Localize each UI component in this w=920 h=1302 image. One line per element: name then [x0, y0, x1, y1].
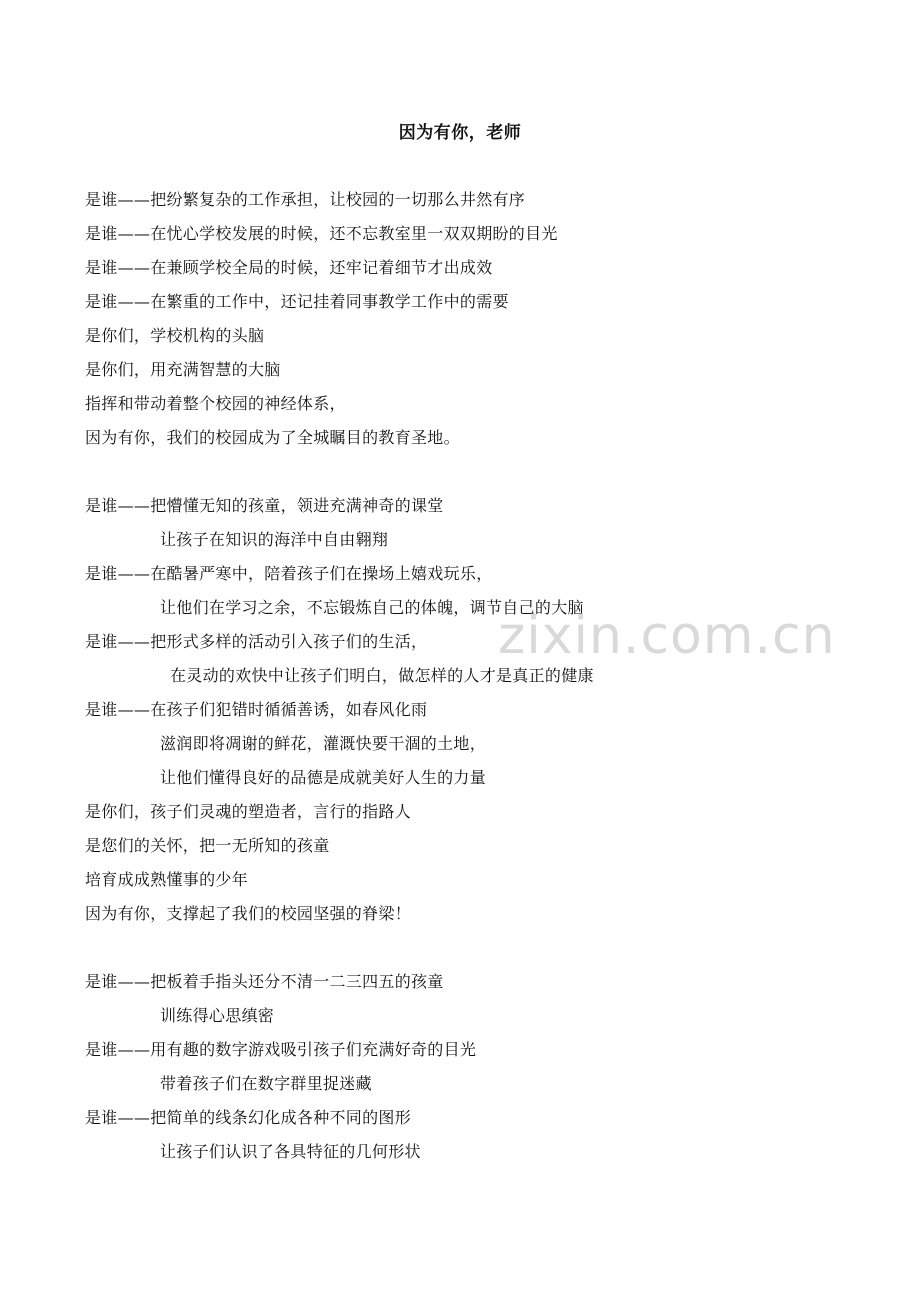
poem-line: 是谁——把懵懂无知的孩童，领进充满神奇的课堂 [85, 496, 444, 515]
poem-line: 是谁——在忧心学校发展的时候，还不忘教室里一双双期盼的目光 [85, 224, 558, 243]
poem-line: 是你们，学校机构的头脑 [85, 326, 265, 345]
poem-line: 训练得心思缜密 [160, 1006, 275, 1025]
document-title: 因为有你，老师 [398, 123, 522, 143]
poem-line: 让孩子在知识的海洋中自由翱翔 [160, 530, 389, 549]
poem-line: 是谁——用有趣的数字游戏吸引孩子们充满好奇的目光 [85, 1040, 477, 1059]
poem-line: 是谁——把纷繁复杂的工作承担，让校园的一切那么井然有序 [85, 190, 526, 209]
poem-line: 是谁——把板着手指头还分不清一二三四五的孩童 [85, 972, 444, 991]
poem-line: 让他们懂得良好的品德是成就美好人生的力量 [160, 768, 487, 787]
poem-line: 培育成成熟懂事的少年 [85, 870, 249, 889]
poem-line: 让他们在学习之余，不忘锻炼自己的体魄，调节自己的大脑 [160, 598, 584, 617]
poem-line: 带着孩子们在数字群里捉迷藏 [160, 1074, 372, 1093]
poem-line: 是谁——在兼顾学校全局的时候，还牢记着细节才出成效 [85, 258, 493, 277]
watermark: zixin.com.cn [498, 606, 836, 666]
poem-line: 是你们，用充满智慧的大脑 [85, 360, 281, 379]
poem-line: 是谁——把简单的线条幻化成各种不同的图形 [85, 1108, 412, 1127]
poem-line: 是谁——把形式多样的活动引入孩子们的生活， [85, 632, 428, 651]
poem-line: 因为有你，我们的校园成为了全城瞩目的教育圣地。 [85, 428, 460, 447]
poem-line: 是您们的关怀，把一无所知的孩童 [85, 836, 330, 855]
poem-line: 是谁——在酷暑严寒中，陪着孩子们在操场上嬉戏玩乐， [85, 564, 493, 583]
poem-line: 在灵动的欢快中让孩子们明白，做怎样的人才是真正的健康 [170, 666, 594, 685]
poem-line: 让孩子们认识了各具特征的几何形状 [160, 1142, 421, 1161]
poem-line: 是你们，孩子们灵魂的塑造者，言行的指路人 [85, 802, 412, 821]
poem-line: 指挥和带动着整个校园的神经体系， [85, 394, 346, 413]
poem-line: 是谁——在孩子们犯错时循循善诱，如春风化雨 [85, 700, 428, 719]
poem-line: 是谁——在繁重的工作中，还记挂着同事教学工作中的需要 [85, 292, 509, 311]
poem-line: 因为有你，支撑起了我们的校园坚强的脊梁！ [85, 904, 412, 923]
poem-line: 滋润即将凋谢的鲜花，灌溉快要干涸的土地， [160, 734, 487, 753]
